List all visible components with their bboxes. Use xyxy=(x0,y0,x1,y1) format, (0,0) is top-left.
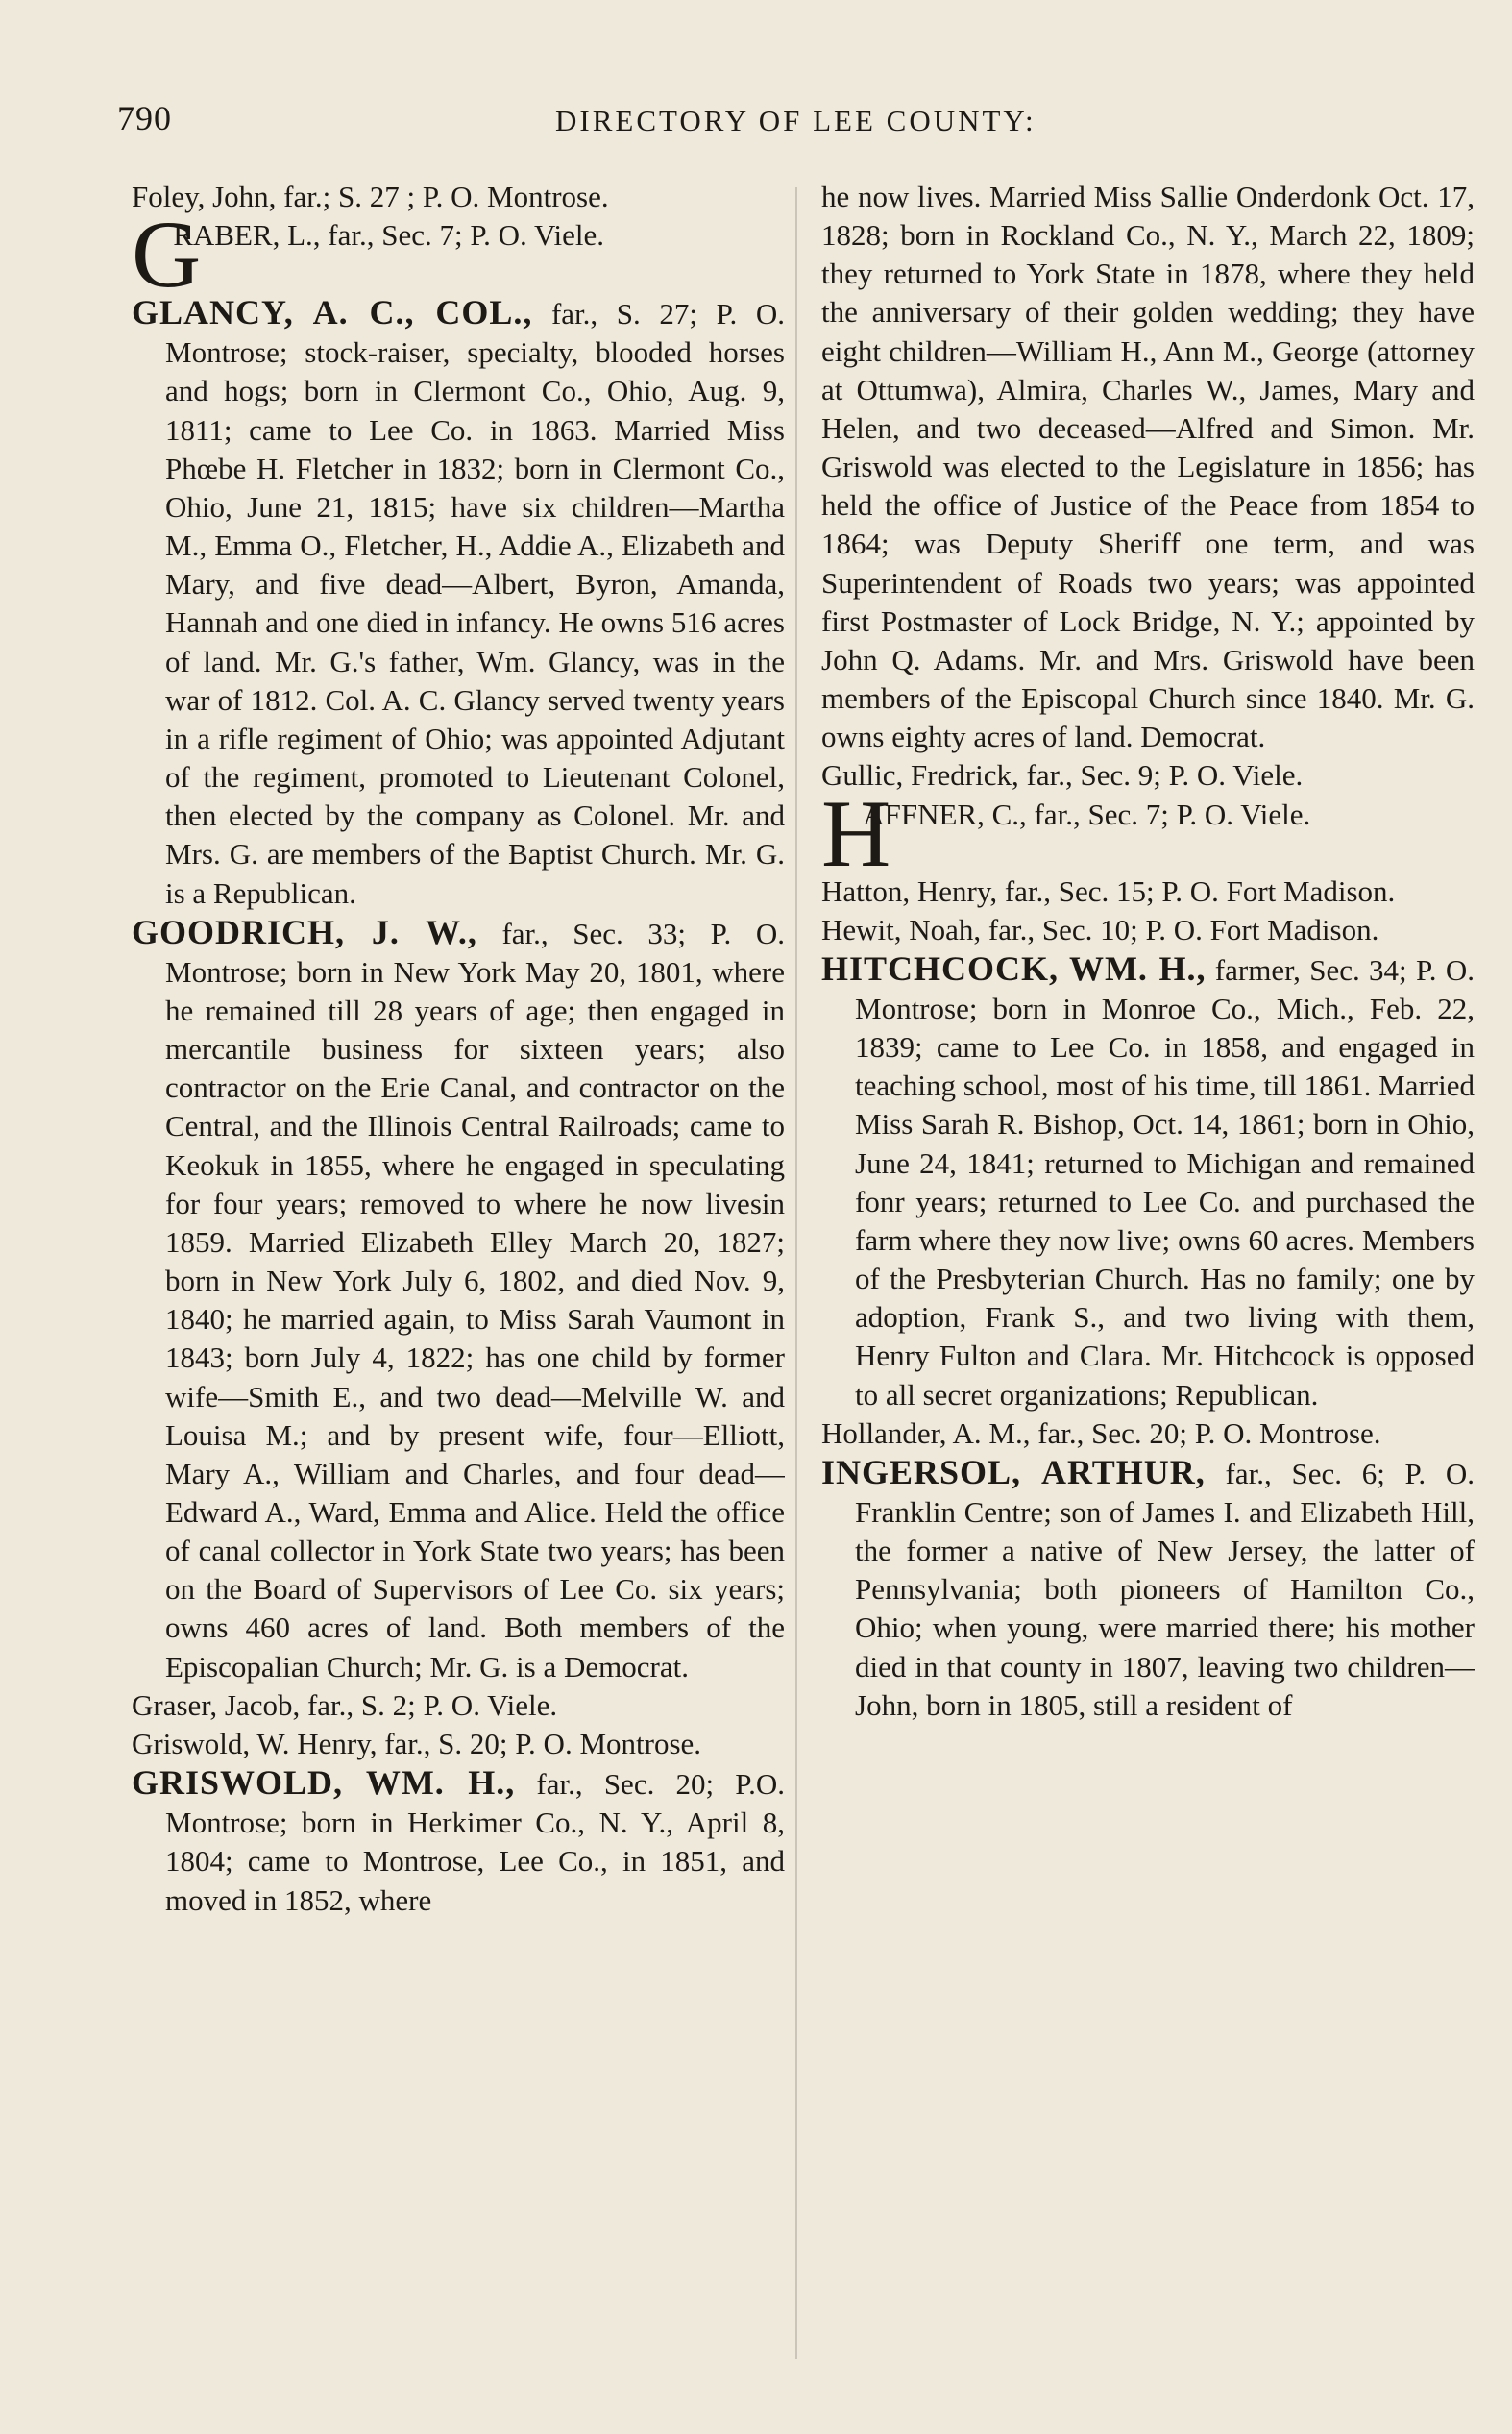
entry-name: GRISWOLD, WM. H., xyxy=(132,1763,516,1803)
page-number: 790 xyxy=(117,99,172,137)
entry-hewit: Hewit, Noah, far., Sec. 10; P. O. Fort Madison. xyxy=(821,912,1379,947)
entry-name: HITCHCOCK, WM. H., xyxy=(821,948,1207,988)
entry-griswold-wm: GRISWOLD, WM. H., far., Sec. 20; P.O. Montrose; born in Herkimer Co., N. Y., April 8, 1804; came to Montrose, Lee Co., in 1851, and moved in 1852, where xyxy=(132,1763,785,1917)
entry-foley: Foley, John, far.; S. 27 ; P. O. Montrose. xyxy=(132,180,609,213)
left-column xyxy=(132,178,785,1920)
dropcap: H xyxy=(821,779,891,887)
column-divider xyxy=(795,187,797,2359)
entry-gullic: Gullic, Fredrick, far., Sec. 9; P. O. Viele. xyxy=(821,758,1304,793)
entry-graber: G RABER, L., far., Sec. 7; P. O. Viele. xyxy=(132,201,604,308)
page-header xyxy=(0,98,1512,156)
entry-goodrich: GOODRICH, J. W., far., Sec. 33; P. O. Montrose; born in New York May 20, 1801, where he remained till 28 years of age; then engaged in mercantile business for sixteen years; also contractor on the Erie Canal, and contractor on the Central, and the Illinois Central Railroads; came to Keokuk in 1855, where he engaged in speculating for four years; removed to where he now livesin 1859. Married Elizabeth Elley March 20, 1827; born in New York July 6, 1802, and died Nov. 9, 1840; he married again, to Miss Sarah Vaumont in 1843; born July 4, 1822; has one child by former wife—Smith E., and two dead—Melville W. and Louisa M.; and by present wife, four—Elliott, Mary A., William and Charles, and four dead—Edward A., Ward, Emma and Alice. Held the office of canal collector in York State two years; has been on the Board of Supervisors of Lee Co. six years; owns 460 acres of land. Both members of the Episcopalian Church; Mr. G. is a Democrat. xyxy=(132,912,785,1684)
entry-griswold-continued: he now lives. Married Miss Sallie Onderdonk Oct. 17, 1828; born in Rockland Co., N. Y., March 22, 1809; they returned to York State in 1878, where they held the anniversary of their golden wedding; they have eight children—William H., Ann M., George (attorney at Ottumwa), Almira, Charles W., James, Mary and Helen, and two deceased—Alfred and Simon. Mr. Griswold was elected to the Legislature in 1856; has held the office of Justice of the Peace from 1854 to 1864; was Deputy Sheriff one term, and was Superintendent of Roads two years; was appointed first Postmaster of Lock Bridge, N. Y.; appointed by John Q. Adams. Mr. and Mrs. Griswold have been members of the Episcopal Church since 1840. Mr. G. owns eighty acres of land. Democrat. xyxy=(821,180,1475,754)
entry-name: GLANCY, A. C., COL., xyxy=(132,293,533,332)
dropcap: G xyxy=(132,201,202,308)
right-column xyxy=(821,178,1475,1725)
entry-ingersol: INGERSOL, ARTHUR, far., Sec. 6; P. O. Franklin Centre; son of James I. and Elizabeth Hill, the former a native of New Jersey, the latter of Pennsylvania; both pioneers of Hamilton Co., Ohio; when young, were married there; his mother died in that county in 1807, leaving two children—John, born in 1805, still a resident of xyxy=(821,1452,1475,1722)
entry-name: INGERSOL, ARTHUR, xyxy=(821,1452,1206,1491)
entry-name: GOODRICH, J. W., xyxy=(132,912,477,951)
entry-haffner: H AFFNER, C., far., Sec. 7; P. O. Viele. xyxy=(821,779,1311,887)
entry-hollander: Hollander, A. M., far., Sec. 20; P. O. Montrose. xyxy=(821,1415,1381,1450)
running-title: DIRECTORY OF LEE COUNTY: xyxy=(555,104,1036,137)
entry-griswold-w: Griswold, W. Henry, far., S. 20; P. O. Montrose. xyxy=(132,1726,702,1760)
entry-hatton: Hatton, Henry, far., Sec. 15; P. O. Fort Madison. xyxy=(821,873,1396,908)
entry-hitchcock: HITCHCOCK, WM. H., farmer, Sec. 34; P. O. Montrose; born in Monroe Co., Mich., Feb. 22, 1839; came to Lee Co. in 1858, and engaged in teaching school, most of his time, till 1861. Married Miss Sarah R. Bishop, Oct. 14, 1861; born in Ohio, June 24, 1841; returned to Michigan and remained fonr years; returned to Lee Co. and purchased the farm where they now live; owns 60 acres. Members of the Presbyterian Church. Has no family; one by adoption, Frank S., and two living with them, Henry Fulton and Clara. Mr. Hitchcock is opposed to all secret organizations; Republican. xyxy=(821,948,1475,1412)
entry-graser: Graser, Jacob, far., S. 2; P. O. Viele. xyxy=(132,1687,558,1722)
entry-glancy: GLANCY, A. C., COL., far., S. 27; P. O. Montrose; stock-raiser, specialty, blooded horses and hogs; born in Clermont Co., Ohio, Aug. 9, 1811; came to Lee Co. in 1863. Married Miss Phœbe H. Fletcher in 1832; born in Clermont Co., Ohio, June 21, 1815; have six children—Martha M., Emma O., Fletcher, H., Addie A., Elizabeth and Mary, and five dead—Albert, Byron, Amanda, Hannah and one died in infancy. He owns 516 acres of land. Mr. G.'s father, Wm. Glancy, was in the war of 1812. Col. A. C. Glancy served twenty years in a rifle regiment of Ohio; was appointed Adjutant of the regiment, promoted to Lieutenant Colonel, then elected by the company as Colonel. Mr. and Mrs. G. are members of the Baptist Church. Mr. G. is a Republican. xyxy=(132,293,785,910)
